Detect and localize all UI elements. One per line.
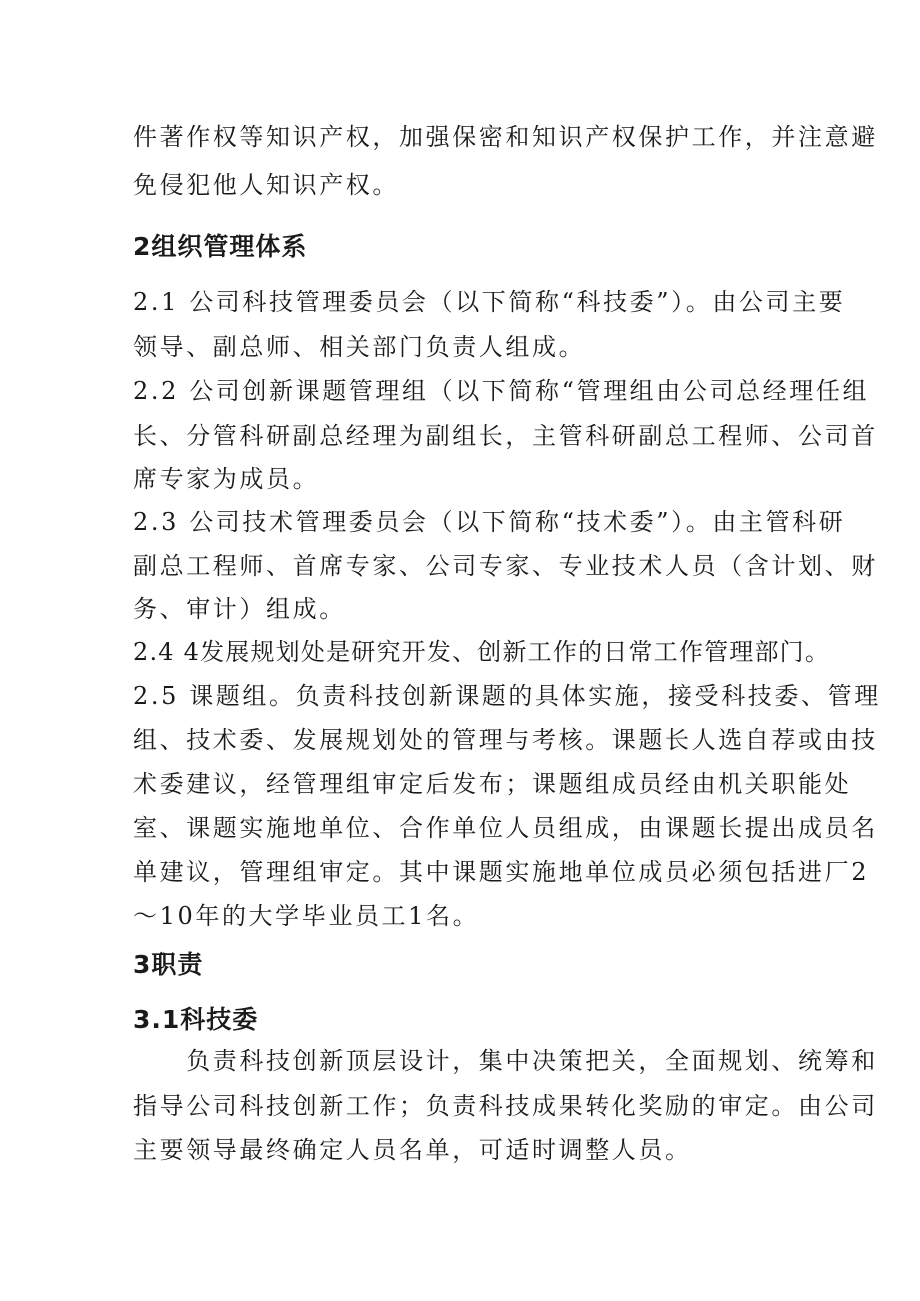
paragraph-line: 单建议，管理组审定。其中课题实施地单位成员必须包括进厂2 — [133, 858, 870, 886]
paragraph-line: 室、课题实施地单位、合作单位人员组成，由课题长提出成员名 — [133, 814, 878, 842]
paragraph-line: 务、审计）组成。 — [133, 595, 346, 623]
paragraph-line: 副总工程师、首席专家、公司专家、专业技术人员（含计划、财 — [133, 552, 878, 580]
paragraph-line: 长、分管科研副总经理为副组长，主管科研副总工程师、公司首 — [133, 422, 878, 450]
paragraph-line: 席专家为成员。 — [133, 465, 320, 493]
paragraph-line: 负责科技创新顶层设计，集中决策把关，全面规划、统筹和 — [133, 1047, 878, 1075]
section-heading: 3职责 — [133, 950, 204, 979]
section-heading: 2组织管理体系 — [133, 232, 308, 261]
paragraph-line: 2.4 4发展规划处是研究开发、创新工作的日常工作管理部门。 — [133, 638, 831, 666]
paragraph-line: 件著作权等知识产权，加强保密和知识产权保护工作，并注意避 — [133, 123, 878, 151]
paragraph-line: 2.5 课题组。负责科技创新课题的具体实施，接受科技委、管理 — [133, 682, 881, 710]
paragraph-line: 2.2 公司创新课题管理组（以下简称“管理组由公司总经理任组 — [133, 377, 870, 405]
paragraph-line: 主要领导最终确定人员名单，可适时调整人员。 — [133, 1136, 692, 1164]
subsection-heading: 3.1科技委 — [133, 1005, 259, 1034]
paragraph-line: 领导、副总师、相关部门负责人组成。 — [133, 333, 586, 361]
paragraph-line: 2.1 公司科技管理委员会（以下简称“科技委”）。由公司主要 — [133, 288, 846, 316]
paragraph-line: 组、技术委、发展规划处的管理与考核。课题长人选自荐或由技 — [133, 726, 878, 754]
paragraph-line: 2.3 公司技术管理委员会（以下简称“技术委”）。由主管科研 — [133, 508, 846, 536]
paragraph-line: 免侵犯他人知识产权。 — [133, 171, 399, 199]
paragraph-line: 术委建议，经管理组审定后发布；课题组成员经由机关职能处 — [133, 770, 852, 798]
paragraph-line: 指导公司科技创新工作；负责科技成果转化奖励的审定。由公司 — [133, 1092, 878, 1120]
paragraph-line: ～10年的大学毕业员工1名。 — [133, 902, 480, 930]
